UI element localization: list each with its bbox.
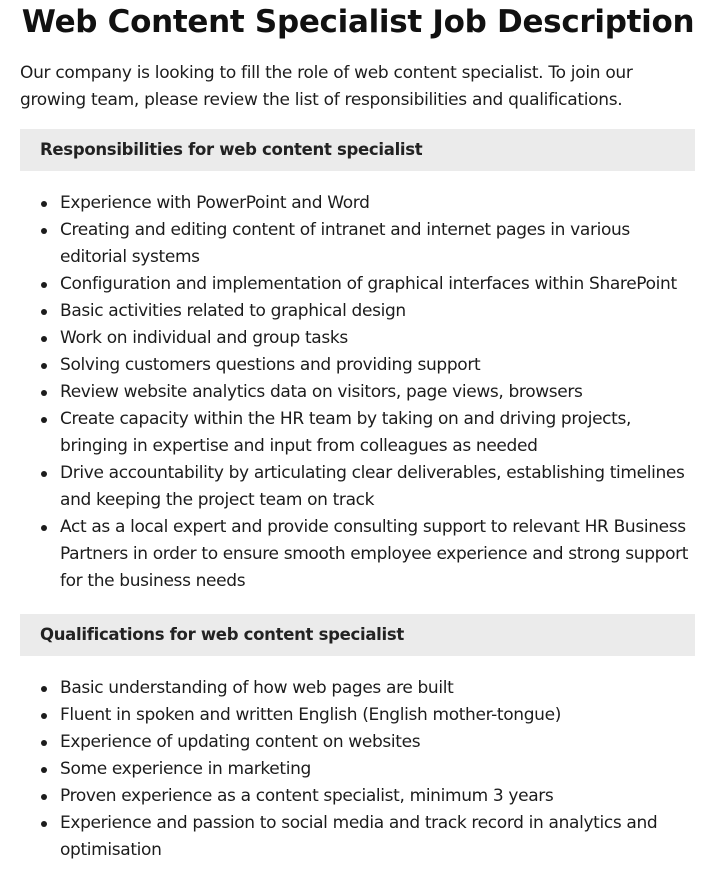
list-item: Experience of updating content on websites xyxy=(20,729,700,756)
responsibilities-heading: Responsibilities for web content specialist xyxy=(40,140,423,159)
list-item: Fluent in spoken and written English (English mother-tongue) xyxy=(20,702,700,729)
list-item: Solving customers questions and providing support xyxy=(20,352,700,379)
list-item: Basic understanding of how web pages are built xyxy=(20,675,700,702)
page-title: Web Content Specialist Job Description xyxy=(21,4,695,40)
qualifications-heading: Qualifications for web content specialist xyxy=(40,625,404,644)
list-item: Some experience in marketing xyxy=(20,756,700,783)
list-item: Work on individual and group tasks xyxy=(20,325,700,352)
list-item: Act as a local expert and provide consulting support to relevant HR Business Partners in order to ensure smooth employee experience and strong support for the business needs xyxy=(20,514,700,595)
qualifications-list xyxy=(20,675,700,864)
qualifications-section-header xyxy=(20,614,695,656)
list-item: Proven experience as a content specialist, minimum 3 years xyxy=(20,783,700,810)
list-item: Experience and passion to social media and track record in analytics and optimisation xyxy=(20,810,700,864)
responsibilities-list xyxy=(20,190,700,595)
list-item: Review website analytics data on visitors, page views, browsers xyxy=(20,379,700,406)
list-item: Basic activities related to graphical design xyxy=(20,298,700,325)
list-item: Configuration and implementation of graphical interfaces within SharePoint xyxy=(20,271,700,298)
intro-paragraph: Our company is looking to fill the role of web content specialist. To join our growing team, please review the list of responsibilities and qualifications. xyxy=(20,63,633,110)
responsibilities-section-header xyxy=(20,129,695,171)
list-item: Experience with PowerPoint and Word xyxy=(20,190,700,217)
list-item: Create capacity within the HR team by taking on and driving projects, bringing in expertise and input from colleagues as needed xyxy=(20,406,700,460)
list-item: Drive accountability by articulating clear deliverables, establishing timelines and keeping the project team on track xyxy=(20,460,700,514)
list-item: Creating and editing content of intranet and internet pages in various editorial systems xyxy=(20,217,700,271)
